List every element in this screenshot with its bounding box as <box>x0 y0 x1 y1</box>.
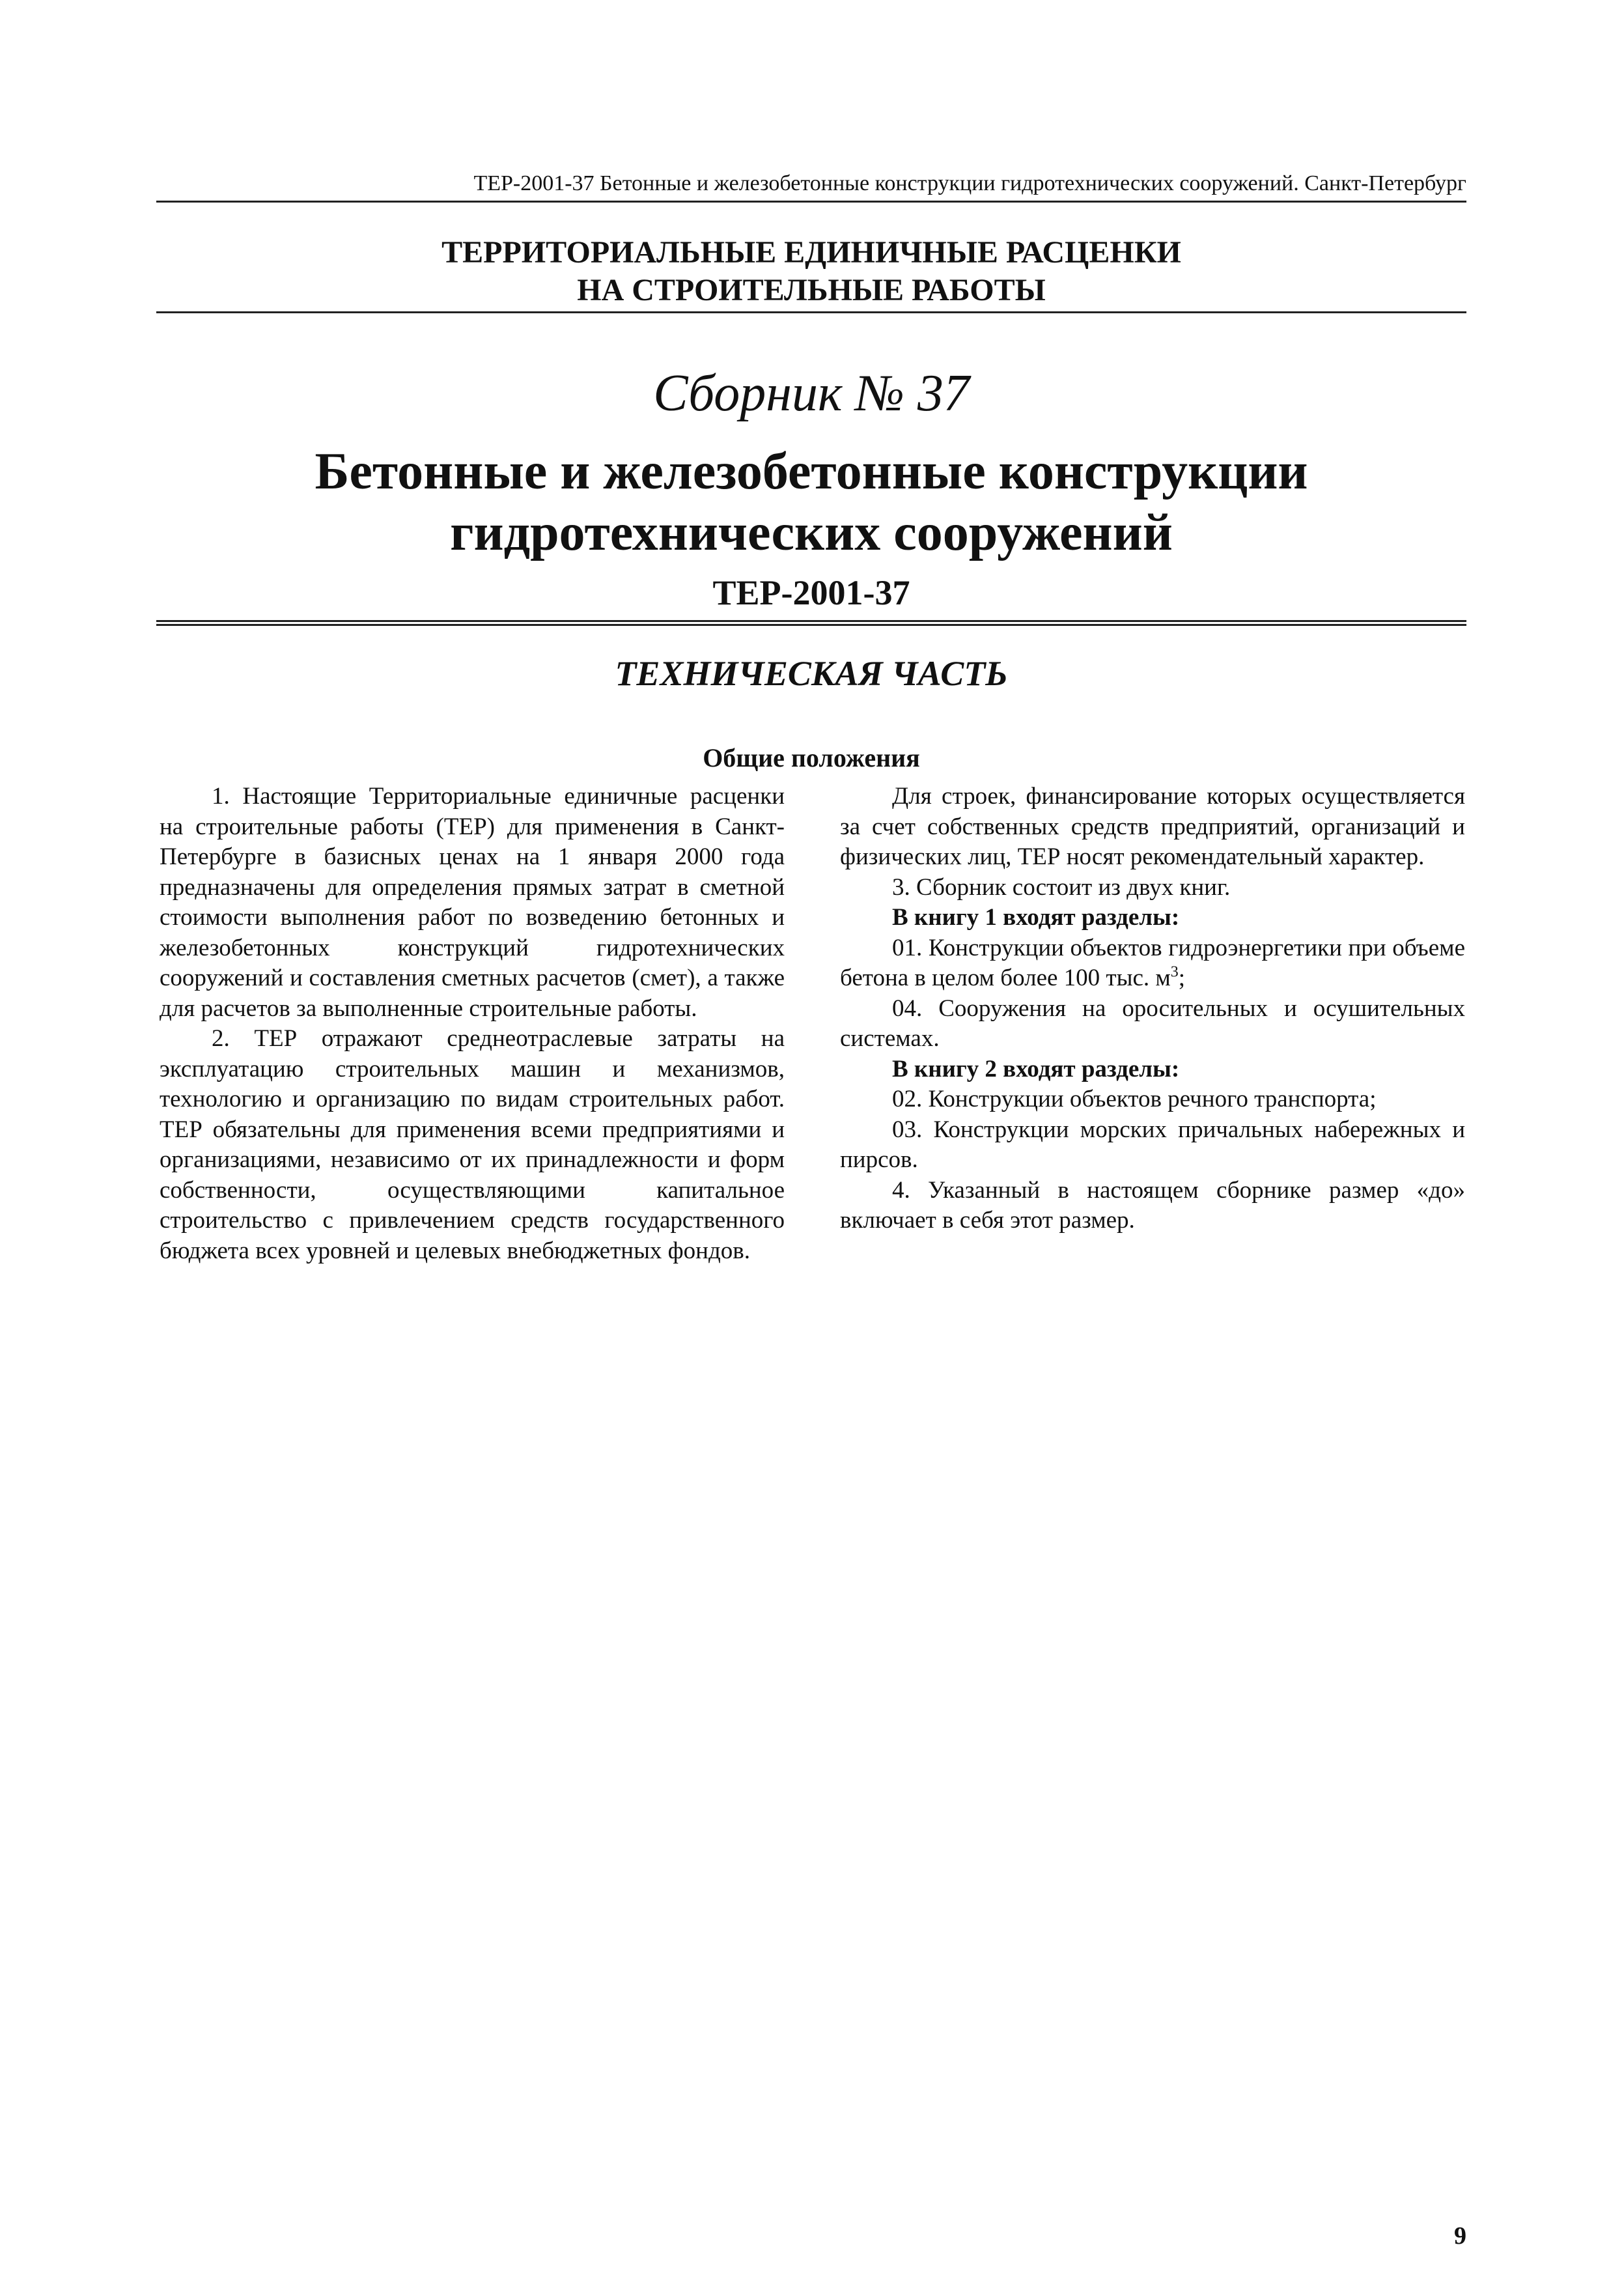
book-1-item-01 <box>840 933 1465 994</box>
double-rule <box>156 620 1466 626</box>
book-2-heading: В книгу 2 входят разделы: <box>892 1055 1180 1082</box>
section-heading: Общие положения <box>703 743 920 772</box>
collection-code: ТЕР-2001-37 <box>712 573 910 612</box>
collection-number: Сборник № 37 <box>653 365 970 422</box>
part-title: ТЕХНИЧЕСКАЯ ЧАСТЬ <box>615 654 1008 693</box>
right-column <box>840 782 1465 1236</box>
paragraph-4: 4. Указанный в настоящем сборнике размер «до» включает в себя этот размер. <box>840 1176 1465 1234</box>
paragraph-2: 2. ТЕР отражают среднеотраслевые затраты на эксплуатацию строительных машин и механизмов, технологию и организацию по видам строительных работ. ТЕР обязательны для применения всеми предприятиями и организациями, независимо от их принадлежности и форм собственности, осуществляющими капитальное строительство с привлечением средств государственного бюджета всех уровней и целевых внебюджетных фондов. <box>160 1025 785 1264</box>
left-column <box>160 782 785 1266</box>
header-rule <box>156 201 1466 203</box>
book-2-item-03: 03. Конструкции морских причальных набережных и пирсов. <box>840 1116 1465 1173</box>
book-1-item-01-text: 01. Конструкции объектов гидроэнергетики при объеме бетона в целом более 100 тыс. м <box>840 934 1465 991</box>
org-title-line-1: ТЕРРИТОРИАЛЬНЫЕ ЕДИНИЧНЫЕ РАСЦЕНКИ <box>441 235 1181 270</box>
paragraph-1: 1. Настоящие Территориальные единичные расценки на строительные работы (ТЕР) для применения в Санкт-Петербурге в базисных ценах на 1 января 2000 года предназначены для определения прямых затрат в сметной стоимости выполнения работ по возведению бетонных и железобетонных конструкций гидротехнических сооружений и составления сметных расчетов (смет), а также для расчетов за выполненные строительные работы. <box>160 783 785 1022</box>
org-title-line-2: НА СТРОИТЕЛЬНЫЕ РАБОТЫ <box>577 273 1046 307</box>
paragraph-3: 3. Сборник состоит из двух книг. <box>892 873 1231 901</box>
collection-title-line-2: гидротехнических сооружений <box>450 504 1173 561</box>
paragraph-continuation: Для строек, финансирование которых осуществляется за счет собственных средств предприятий, организаций и физических лиц, ТЕР носят рекомендательный характер. <box>840 783 1465 870</box>
page-number: 9 <box>1454 2222 1466 2250</box>
book-1-heading: В книгу 1 входят разделы: <box>892 904 1180 931</box>
collection-title-line-1: Бетонные и железобетонные конструкции <box>315 443 1308 500</box>
book-1-item-04: 04. Сооружения на оросительных и осушительных системах. <box>840 995 1465 1052</box>
title-rule <box>156 311 1466 313</box>
running-header: ТЕР-2001-37 Бетонные и железобетонные конструкции гидротехнических сооружений. Санкт-Петербург <box>473 171 1466 195</box>
book-2-item-02: 02. Конструкции объектов речного транспорта; <box>892 1086 1377 1112</box>
book-1-item-01-end: ; <box>1178 965 1186 991</box>
cubic-superscript: 3 <box>1170 963 1179 981</box>
